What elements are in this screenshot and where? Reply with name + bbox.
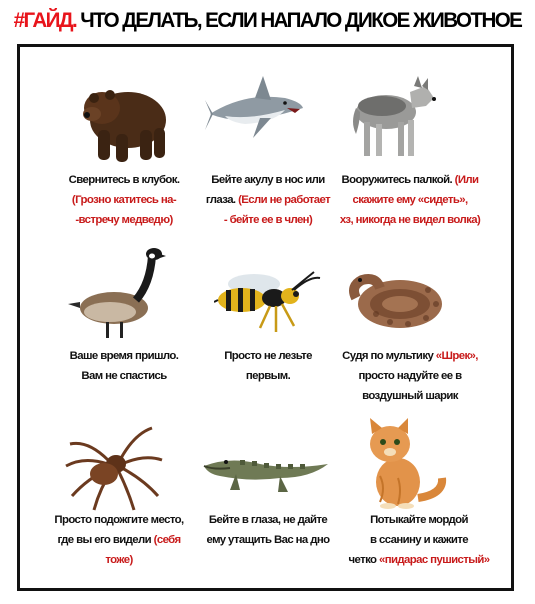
- card-wasp-caption: [188, 346, 348, 386]
- caption-line: Вооружитесь палкой.: [341, 174, 453, 186]
- caption-line: четко: [348, 554, 377, 566]
- caption-line: Бейте акулу в нос или: [211, 174, 325, 186]
- caption-line: Вам не спастись: [81, 370, 167, 382]
- caption-red-line: «пидарас пушистый»: [379, 554, 490, 566]
- caption-line: Бейте в глаза, не дайте: [208, 514, 328, 526]
- card-wolf-caption: [322, 170, 498, 230]
- title-text: ЧТО ДЕЛАТЬ, ЕСЛИ НАПАЛО ДИКОЕ ЖИВОТНОЕ: [80, 9, 522, 32]
- caption-line: где вы его видели: [57, 534, 152, 546]
- shark-icon: [205, 72, 305, 142]
- title-tag: #ГАЙД.: [13, 9, 77, 32]
- caption-line: Судя по мультику: [342, 350, 434, 362]
- caption-red-line: (себя: [153, 534, 181, 546]
- wolf-icon: [352, 72, 437, 162]
- card-snake-caption: [330, 346, 490, 406]
- caption-line: глаза.: [205, 194, 236, 206]
- caption-line: Просто подожгите место,: [54, 514, 184, 526]
- caption-red-line: (Если не работает: [238, 194, 331, 206]
- caption-line: Потыкайте мордой: [370, 514, 468, 526]
- caption-line: Свернитесь в клубок.: [68, 174, 180, 186]
- caption-red-line: хз, никогда не видел волка): [339, 214, 481, 226]
- caption-red-line: (Или: [454, 174, 479, 186]
- snake-icon: [346, 262, 446, 334]
- card-goose-caption: [44, 346, 204, 386]
- spider-icon: [64, 420, 164, 512]
- card-bear-caption: [44, 170, 204, 230]
- wasp-icon: [214, 258, 324, 338]
- caption-red-line: скажите ему «сидеть»,: [352, 194, 468, 206]
- caption-line: Просто не лезьте: [224, 350, 312, 362]
- cat-icon: [358, 418, 448, 510]
- caption-line: воздушный шарик: [362, 390, 458, 402]
- page-title: [5, 4, 529, 38]
- caption-line: в ссанину и кажите: [370, 534, 468, 546]
- caption-red-line: «Шрек»,: [435, 350, 478, 362]
- bear-icon: [80, 68, 170, 166]
- caption-line: первым.: [245, 370, 291, 382]
- caption-red-line: -встречу медведю): [75, 214, 173, 226]
- caption-red-line: - бейте ее в член): [223, 214, 313, 226]
- goose-icon: [66, 244, 166, 344]
- caption-red-line: (Грозно катитесь на-: [71, 194, 177, 206]
- card-cat-caption: [326, 510, 512, 570]
- crocodile-icon: [200, 444, 330, 496]
- caption-red-line: тоже): [105, 554, 133, 566]
- caption-line: ему утащить Вас на дно: [206, 534, 330, 546]
- caption-line: Ваше время пришло.: [69, 350, 179, 362]
- caption-line: просто надуйте ее в: [358, 370, 462, 382]
